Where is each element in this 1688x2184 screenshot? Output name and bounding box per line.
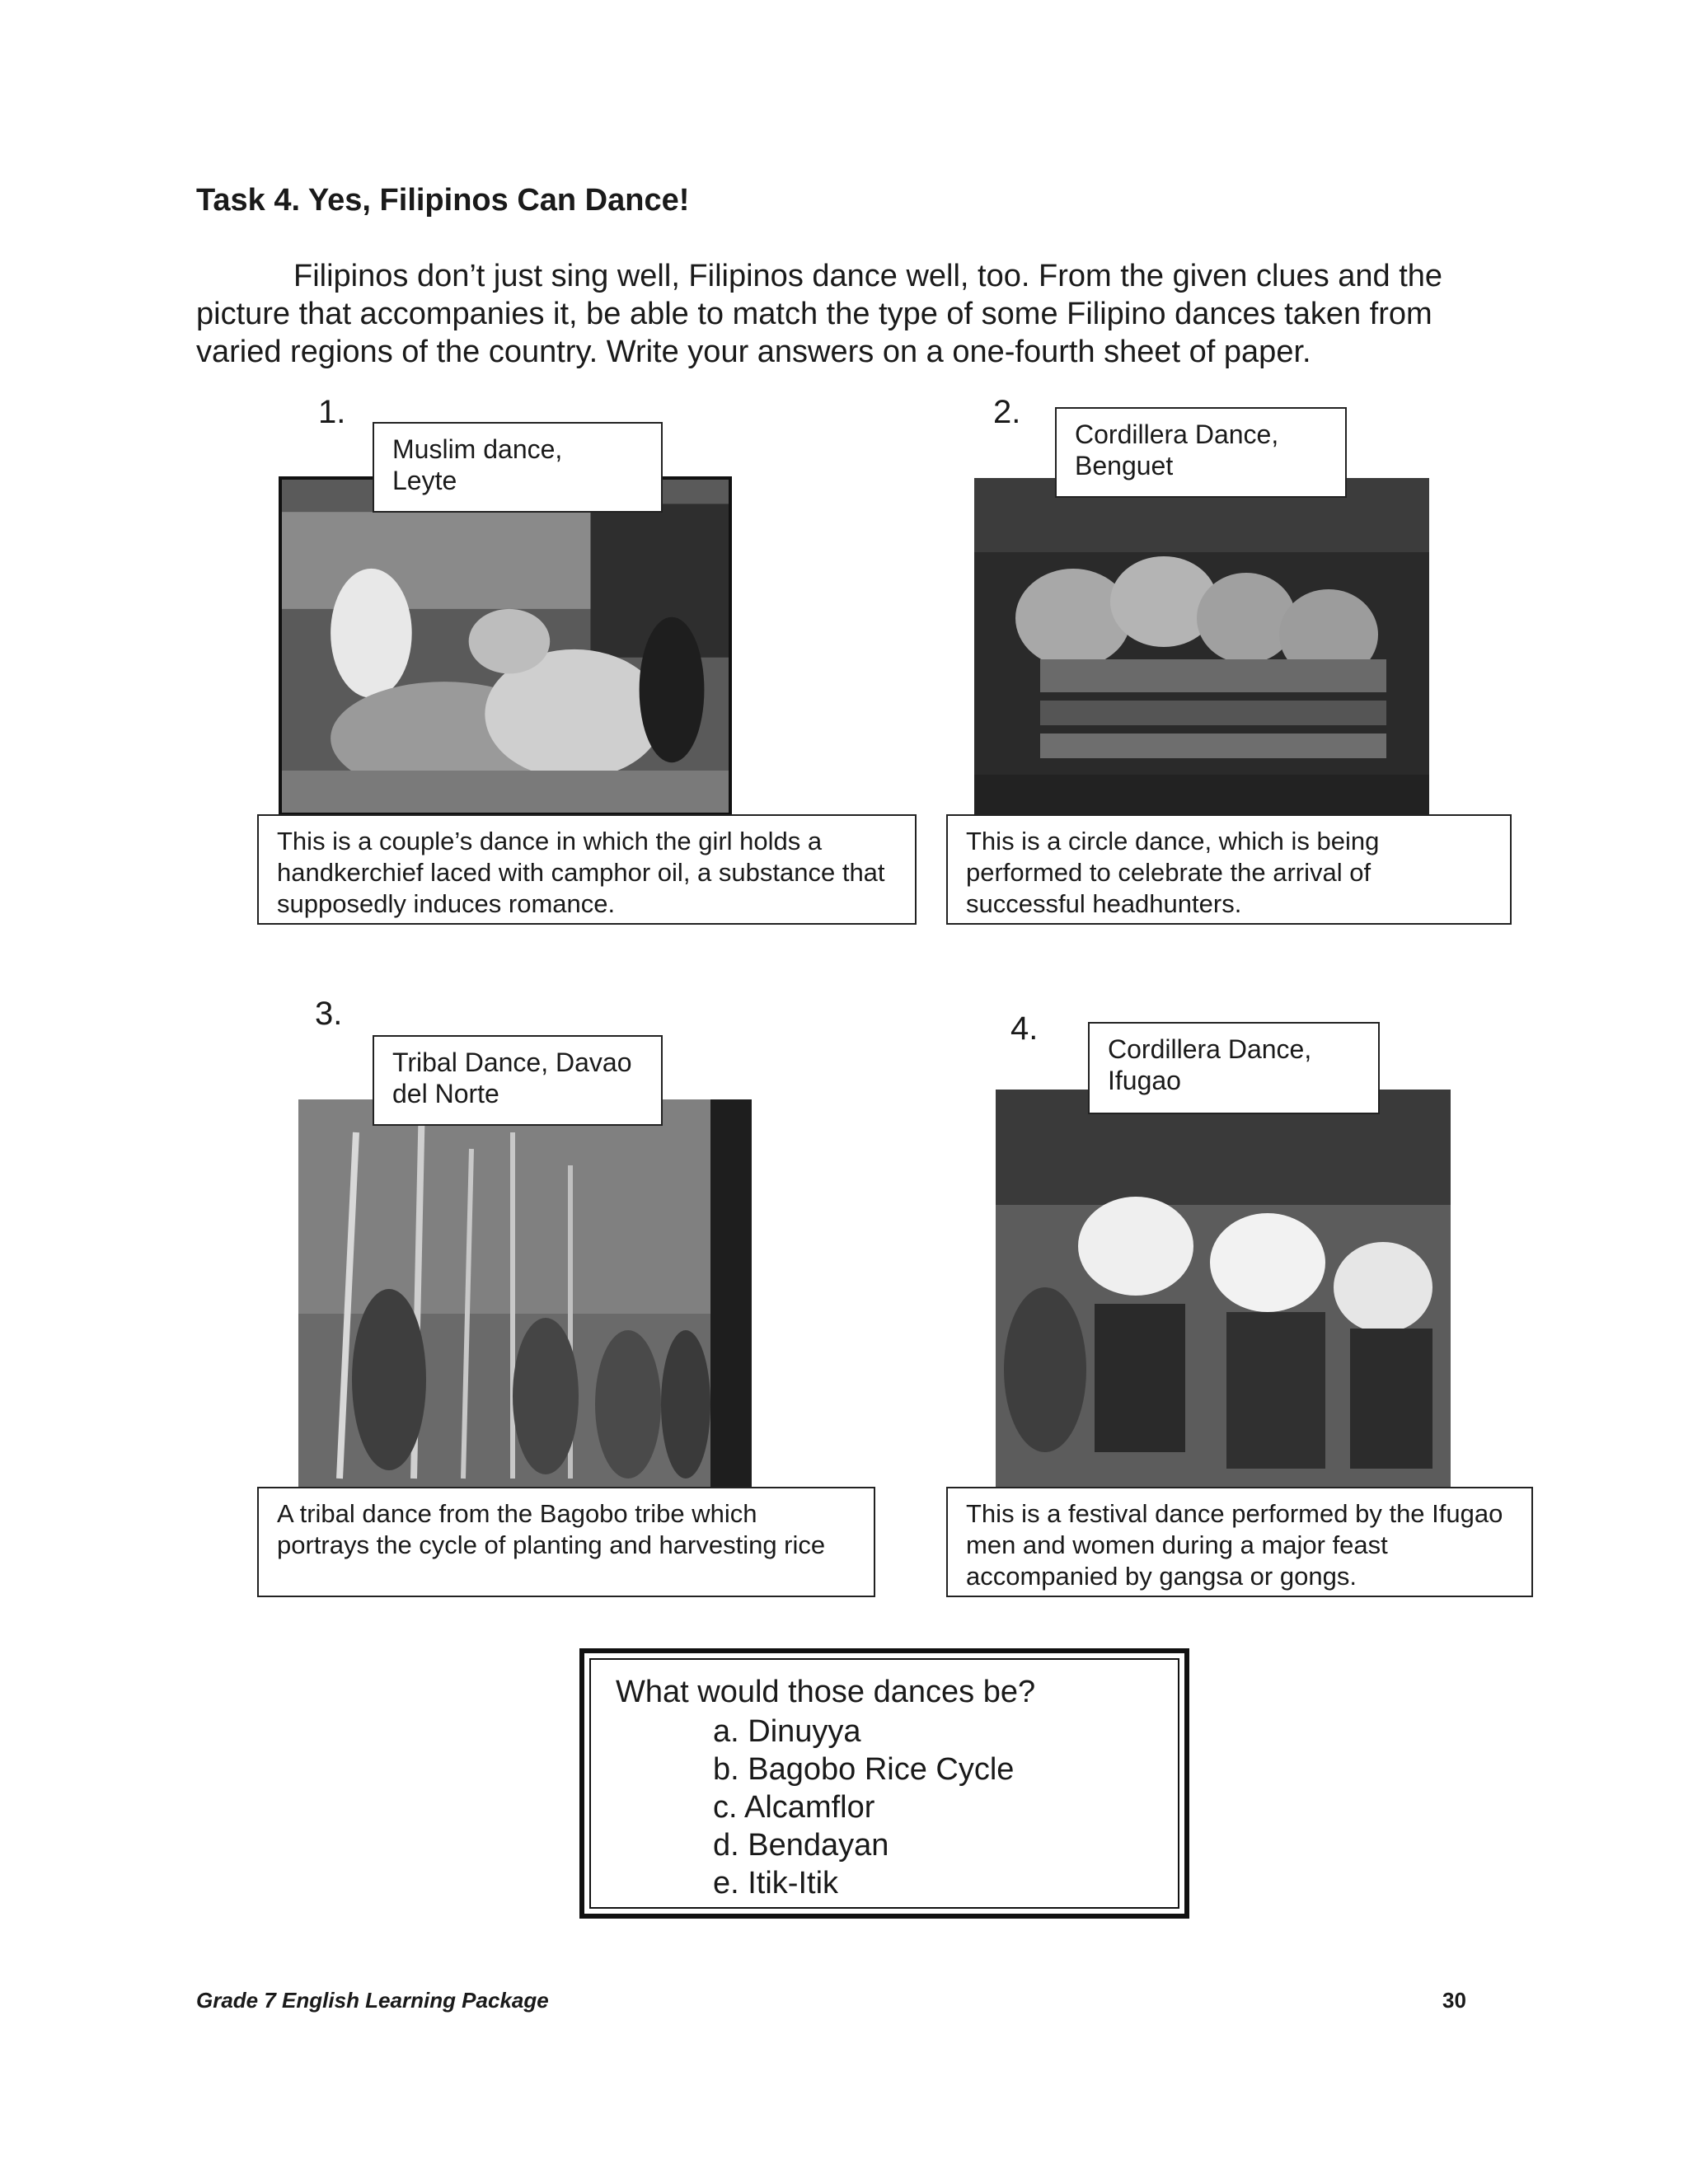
page-number: 30 <box>1442 1988 1466 2013</box>
item-3-label-line2: del Norte <box>392 1079 499 1108</box>
intro-paragraph: Filipinos don’t just sing well, Filipinos dance well, too. From the given clues and the picture that accompanies it, be able to match the type of some Filipino dances taken from varied regions of the country. Write your answers on a one-fourth sheet of paper. <box>196 259 1443 369</box>
answer-option-a: a. Dinuyya <box>713 1714 861 1749</box>
item-4-photo <box>996 1090 1451 1487</box>
item-2-number: 2. <box>993 394 1021 430</box>
answer-option-e: e. Itik-Itik <box>713 1866 839 1900</box>
item-1-number: 1. <box>318 394 346 430</box>
item-1-photo <box>279 476 732 816</box>
item-3-clue: A tribal dance from the Bagobo tribe which portrays the cycle of planting and harvesting rice <box>257 1487 875 1597</box>
item-1-label-line2: Leyte <box>392 466 457 495</box>
item-2-label <box>1055 407 1347 498</box>
item-2-photo <box>974 478 1429 816</box>
item-4-clue: This is a festival dance performed by the Ifugao men and women during a major feast accompanied by gangsa or gongs. <box>946 1487 1533 1597</box>
item-3-label <box>373 1035 663 1126</box>
item-1-label-line1: Muslim dance, <box>392 434 563 464</box>
tribal-dance-image <box>298 1099 752 1487</box>
couple-dance-image <box>282 480 729 813</box>
item-3-label-line1: Tribal Dance, Davao <box>392 1047 632 1077</box>
item-2-clue: This is a circle dance, which is being performed to celebrate the arrival of successful headhunters. <box>946 814 1512 925</box>
answer-option-c: c. Alcamflor <box>713 1790 875 1825</box>
answer-option-b: b. Bagobo Rice Cycle <box>713 1752 1015 1787</box>
item-1-label <box>373 422 663 513</box>
item-4-label-line1: Cordillera Dance, <box>1108 1034 1312 1064</box>
answer-option-d: d. Bendayan <box>713 1828 889 1863</box>
item-3-number: 3. <box>315 996 343 1032</box>
answer-question: What would those dances be? <box>616 1675 1036 1709</box>
answer-choices-inner-border <box>589 1658 1179 1909</box>
footer-title: Grade 7 English Learning Package <box>196 1988 549 2013</box>
festival-dance-image <box>996 1090 1451 1487</box>
circle-dance-image <box>974 478 1429 816</box>
item-3-photo <box>298 1099 752 1487</box>
item-2-label-line1: Cordillera Dance, <box>1075 419 1279 449</box>
answer-options-list <box>713 1713 1014 1902</box>
task-title: Task 4. Yes, Filipinos Can Dance! <box>196 183 690 218</box>
item-4-number: 4. <box>1010 1010 1039 1047</box>
answer-choices-box <box>579 1648 1189 1919</box>
item-4-label <box>1088 1022 1380 1114</box>
item-2-label-line2: Benguet <box>1075 451 1174 480</box>
item-4-label-line2: Ifugao <box>1108 1066 1181 1095</box>
item-1-clue: This is a couple’s dance in which the girl holds a handkerchief laced with camphor oil, a substance that supposedly induces romance. <box>257 814 917 925</box>
